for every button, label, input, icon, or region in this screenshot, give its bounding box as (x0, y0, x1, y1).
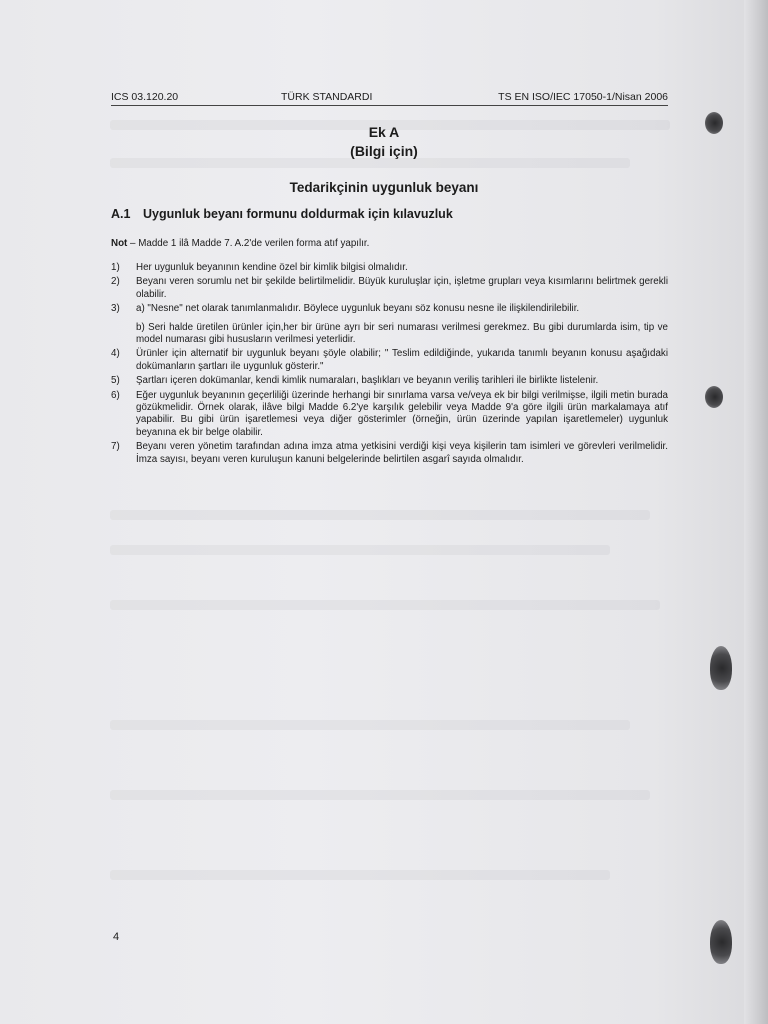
item-number: 2) (111, 276, 120, 288)
list-item (111, 375, 668, 387)
show-through-line (110, 790, 650, 800)
show-through-line (110, 600, 660, 610)
list-item (111, 441, 668, 466)
item-number: 3) (111, 303, 120, 315)
annex-subtitle: (Bilgi için) (350, 143, 418, 159)
item-text: Beyanı veren sorumlu net bir şekilde belirtilmelidir. Büyük kuruluşlar için, işletme grupları veya kısımlarını belirtmek gerekli olabilir. (136, 276, 668, 300)
page-number: 4 (113, 931, 120, 943)
list-item (111, 276, 668, 301)
show-through-line (110, 545, 610, 555)
note (111, 238, 369, 249)
item-text: a) "Nesne" net olarak tanımlanmalıdır. Böylece uygunluk beyanı söz konusu nesne ile ilişkilendirilebilir. (136, 303, 580, 315)
punch-hole (710, 646, 732, 690)
section-number: A.1 (111, 207, 131, 221)
show-through-line (110, 510, 650, 520)
item-text: Eğer uygunluk beyanının geçerliliği üzerinde herhangi bir sınırlama varsa ve/veya ek bir bilgi verilmişse, ilgili metin burada gözükmelidir. Örnek olarak, ilâve bilgi Madde 6.2'ye karşılık gelebilir veya Madde 9'a göre ilgili ürün markalamaya atıf yapabilir. Bu gibi ürün işaretlemesi veya diğer gösterimler (örneğin, ürün üzerinde yapılan işaretlemeler) uygunluk beyanına ek bir belge olabilir. (136, 389, 668, 438)
section-heading (111, 207, 453, 221)
standard-label: TÜRK STANDARDI (281, 91, 373, 103)
item-text: Şartları içeren dokümanlar, kendi kimlik numaraları, başlıkları ve beyanın veriliş tarihleri ile birlikte listelenir. (136, 375, 599, 387)
item-number: 4) (111, 348, 120, 360)
note-text: – Madde 1 ilâ Madde 7. A.2'de verilen forma atıf yapılır. (127, 238, 370, 249)
item-number: 5) (111, 375, 120, 387)
show-through-line (110, 158, 630, 168)
punch-hole (710, 920, 732, 964)
standard-code: TS EN ISO/IEC 17050-1/Nisan 2006 (498, 91, 668, 103)
list-item (111, 262, 668, 274)
item-number: 7) (111, 441, 120, 453)
item-number: 6) (111, 389, 120, 401)
punch-hole (705, 386, 723, 408)
item-number: 1) (111, 262, 120, 273)
show-through-line (110, 720, 630, 730)
show-through-line (110, 870, 610, 880)
item-text: Ürünler için alternatif bir uygunluk beyanı şöyle olabilir; " Teslim edildiğinde, yukarıda tanımlı beyanın konusu aşağıdaki dokümanların şartları ile uygunluk gösterir." (136, 348, 668, 372)
page-header (111, 92, 668, 106)
list-item (111, 303, 668, 346)
ics-code: ICS 03.120.20 (111, 91, 179, 103)
page-title: Tedarikçinin uygunluk beyanı (289, 180, 479, 195)
annex-title: Ek A (368, 124, 400, 140)
item-text: Beyanı veren yönetim tarafından adına imza atma yetkisini verdiği kişi veya kişilerin tam isimleri ve görevleri verilmelidir. İmza sayısı, beyanı veren kuruluşun kanuni belgelerinde belirtilen asgarî sayıda olmalıdır. (136, 441, 668, 465)
guidance-list (111, 262, 668, 468)
list-item (111, 348, 668, 373)
section-title: Uygunluk beyanı formunu doldurmak için kılavuzluk (143, 207, 453, 221)
item-text: b) Seri halde üretilen ürünler için,her bir ürüne ayrı bir seri numarası verilmesi gerekmez. Bu gibi durumlarda isim, tip ve model numarası gibi hususların verilmesi yeterlidir. (136, 321, 668, 346)
list-item (111, 390, 668, 440)
note-label: Not (111, 238, 128, 249)
item-text: Her uygunluk beyanının kendine özel bir kimlik bilgisi olmalıdır. (136, 262, 408, 273)
